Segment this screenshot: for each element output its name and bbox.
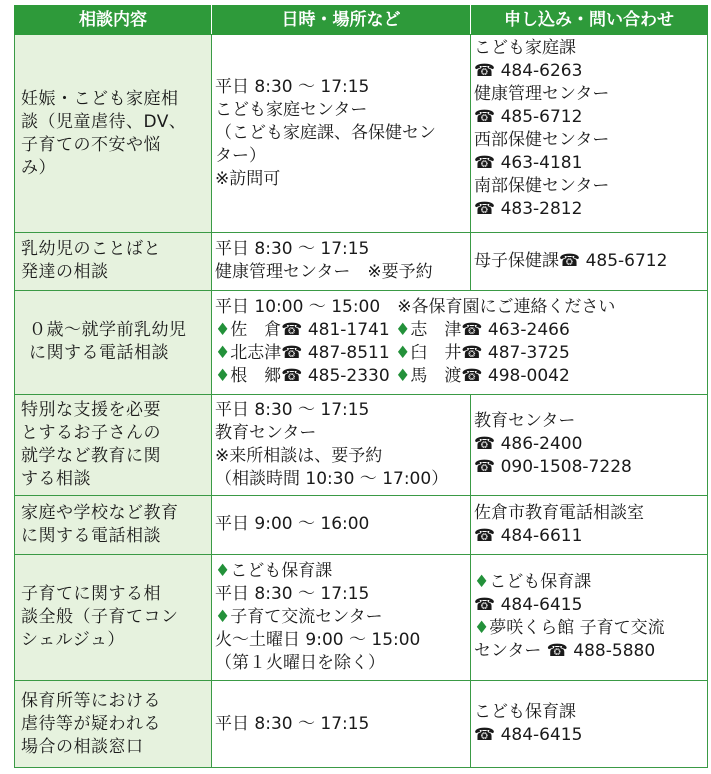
nursery-phone: 臼 井☎ 487-3725 xyxy=(410,343,570,364)
schedule-cell xyxy=(212,496,471,555)
category-line: とするお子さんの xyxy=(21,422,161,443)
contact-line: ☎ 484-6415 xyxy=(474,725,583,745)
diamond-icon: ♦ xyxy=(395,343,411,364)
schedule-line: 教育センター xyxy=(215,422,317,443)
contact-line: センター ☎ 488-5880 xyxy=(474,641,656,662)
contact-line: ☎ 484-6415 xyxy=(474,595,583,616)
contact-cell xyxy=(471,233,708,291)
nursery-line xyxy=(215,342,707,365)
contact-line: ☎ 483-2812 xyxy=(474,199,583,219)
contact-line: ☎ 090-1508-7228 xyxy=(474,457,632,478)
schedule-line: （相談時間 10:30 ～ 17:00） xyxy=(215,468,449,489)
table-row xyxy=(15,35,708,233)
category-line: み） xyxy=(21,157,56,178)
category-line: シェルジュ） xyxy=(21,629,125,650)
contact-line: 健康管理センター xyxy=(474,84,610,104)
schedule-cell xyxy=(212,681,471,768)
schedule-line: ♦子育て交流センター xyxy=(215,606,383,627)
nursery-cell xyxy=(212,290,708,394)
diamond-icon: ♦ xyxy=(215,320,231,341)
category-line: 子育ての不安や悩 xyxy=(21,134,161,155)
nursery-phone: 佐 倉☎ 481-1741 xyxy=(230,320,390,341)
category-line: 家庭や学校など教育 xyxy=(21,502,179,523)
nursery-phone: 根 郷☎ 485-2330 xyxy=(230,366,390,387)
contact-line: ☎ 485-6712 xyxy=(474,107,583,127)
table-row xyxy=(15,394,708,495)
nursery-phone: 北志津☎ 487-8511 xyxy=(230,343,390,364)
schedule-line: ♦こども保育課 xyxy=(215,560,333,581)
diamond-icon: ♦ xyxy=(215,343,231,364)
table-row xyxy=(15,554,708,680)
nursery-phone: 馬 渡☎ 498-0042 xyxy=(410,366,570,387)
category-line: する相談 xyxy=(21,468,91,489)
schedule-line: こども家庭センター xyxy=(215,100,368,121)
schedule-cell xyxy=(212,394,471,495)
contact-line: 教育センター xyxy=(474,411,576,432)
header-schedule: 日時・場所など xyxy=(212,6,471,35)
diamond-icon: ♦ xyxy=(395,366,411,387)
category-line: 談（児童虐待、DV、 xyxy=(21,111,187,132)
schedule-line: （こども家庭課、各保健セン xyxy=(215,123,436,144)
contact-cell xyxy=(471,681,708,768)
schedule-cell xyxy=(212,554,471,680)
diamond-icon: ♦ xyxy=(474,572,490,593)
category-line: に関する電話相談 xyxy=(29,343,169,364)
diamond-icon: ♦ xyxy=(474,618,490,639)
schedule-line: 健康管理センター ※要予約 xyxy=(215,262,433,283)
contact-line: ☎ 484-6263 xyxy=(474,61,583,81)
nursery-line xyxy=(215,365,707,388)
table-row xyxy=(15,681,708,768)
category-line: 特別な支援を必要 xyxy=(21,399,161,420)
diamond-icon: ♦ xyxy=(215,560,231,581)
schedule-line: ター） xyxy=(215,146,266,167)
schedule-line: 平日 8:30 ～ 17:15 xyxy=(215,239,370,260)
contact-line: ☎ 463-4181 xyxy=(474,153,583,173)
category-line: 就学など教育に関 xyxy=(21,445,161,466)
contact-line: ♦こども保育課 xyxy=(474,572,592,593)
diamond-icon: ♦ xyxy=(395,320,411,341)
category-cell xyxy=(15,681,212,768)
contact-line: 南部保健センター xyxy=(474,176,610,196)
contact-line: ☎ 484-6611 xyxy=(474,525,583,546)
contact-cell xyxy=(471,394,708,495)
category-cell xyxy=(15,233,212,291)
contact-line: ☎ 486-2400 xyxy=(474,434,583,455)
diamond-icon: ♦ xyxy=(215,366,231,387)
table-row xyxy=(15,233,708,291)
table-row xyxy=(15,496,708,555)
consultation-table xyxy=(14,5,708,768)
contact-line: こども保育課 xyxy=(474,702,576,722)
category-line: 談全般（子育てコン xyxy=(21,606,179,627)
schedule-line: （第１火曜日を除く） xyxy=(215,652,385,673)
diamond-icon: ♦ xyxy=(215,606,231,627)
category-line: 虐待等が疑われる xyxy=(21,713,161,734)
contact-line: 佐倉市教育電話相談室 xyxy=(474,502,644,523)
category-line: ０歳～就学前乳幼児 xyxy=(29,320,187,341)
category-line: 子育てに関する相 xyxy=(21,583,161,604)
category-cell xyxy=(15,35,212,233)
contact-line: 母子保健課☎ 485-6712 xyxy=(474,250,668,271)
contact-line: ♦夢咲くら館 子育て交流 xyxy=(474,618,665,639)
contact-line: こども家庭課 xyxy=(474,38,576,58)
category-line: 妊娠・こども家庭相 xyxy=(21,88,179,109)
nursery-line xyxy=(215,319,707,342)
category-cell xyxy=(15,394,212,495)
table-row xyxy=(15,290,708,394)
category-cell xyxy=(15,496,212,555)
header-contact: 申し込み・問い合わせ xyxy=(471,6,708,35)
schedule-line: ※来所相談は、要予約 xyxy=(215,445,383,466)
contact-cell xyxy=(471,496,708,555)
schedule-cell xyxy=(212,233,471,291)
category-line: 保育所等における xyxy=(21,690,161,711)
contact-cell xyxy=(471,554,708,680)
schedule-line: 火～土曜日 9:00 ～ 15:00 xyxy=(215,629,421,650)
contact-cell xyxy=(471,35,708,233)
schedule-line: 平日 8:30 ～ 17:15 xyxy=(215,583,370,604)
category-cell xyxy=(15,554,212,680)
schedule-line: 平日 8:30 ～ 17:15 xyxy=(215,713,370,734)
schedule-line: 平日 9:00 ～ 16:00 xyxy=(215,514,370,535)
schedule-line: 平日 8:30 ～ 17:15 xyxy=(215,77,370,98)
category-line: 場合の相談窓口 xyxy=(21,736,144,757)
schedule-line: 平日 8:30 ～ 17:15 xyxy=(215,399,370,420)
header-category: 相談内容 xyxy=(15,6,212,35)
category-line: 発達の相談 xyxy=(21,262,109,283)
nursery-phone: 志 津☎ 463-2466 xyxy=(410,320,570,341)
header-row xyxy=(15,6,708,35)
schedule-line: ※訪問可 xyxy=(215,169,281,190)
category-line: に関する電話相談 xyxy=(21,525,161,546)
category-line: 乳幼児のことばと xyxy=(21,239,161,260)
schedule-line: 平日 10:00 ～ 15:00 ※各保育園にご連絡ください xyxy=(215,297,616,318)
contact-line: 西部保健センター xyxy=(474,130,610,150)
schedule-cell xyxy=(212,35,471,233)
category-cell xyxy=(15,290,212,394)
